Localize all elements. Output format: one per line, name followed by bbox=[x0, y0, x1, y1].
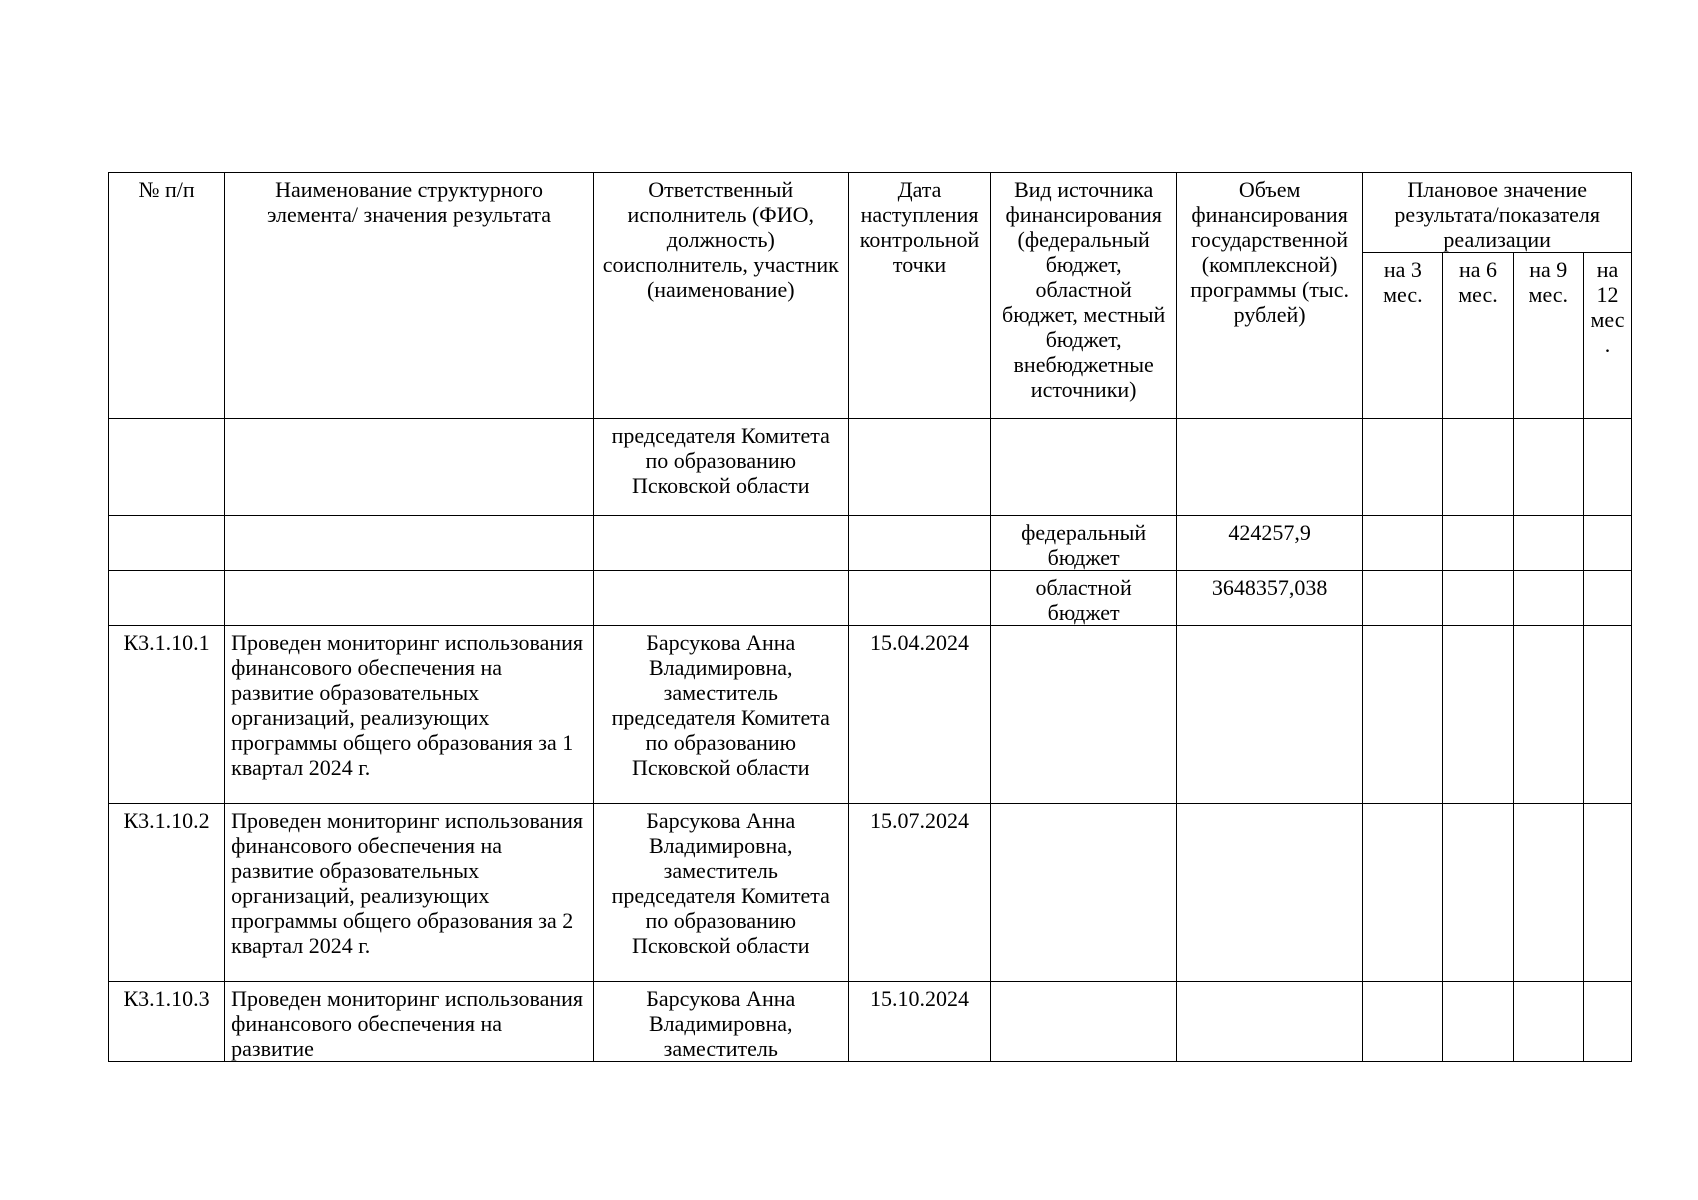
cell-funding-volume: 424257,9 bbox=[1176, 516, 1363, 571]
cell-empty bbox=[1363, 571, 1443, 626]
cell-empty bbox=[991, 982, 1176, 1062]
cell-empty bbox=[991, 804, 1176, 982]
cell-empty bbox=[848, 419, 991, 516]
cell-empty bbox=[1176, 982, 1363, 1062]
cell-empty bbox=[593, 571, 848, 626]
table-row bbox=[109, 804, 1632, 982]
cell-num: К3.1.10.2 bbox=[109, 804, 225, 982]
cell-responsible: Барсукова Анна Владимировна, заместитель председателя Комитета по образованию Псковской области bbox=[593, 626, 848, 804]
cell-empty bbox=[991, 419, 1176, 516]
cell-empty bbox=[1443, 571, 1513, 626]
cell-date: 15.04.2024 bbox=[848, 626, 991, 804]
cell-empty bbox=[1363, 804, 1443, 982]
cell-empty bbox=[225, 571, 594, 626]
table-header-row bbox=[109, 173, 1632, 253]
cell-empty bbox=[1443, 516, 1513, 571]
cell-empty bbox=[1443, 982, 1513, 1062]
cell-empty bbox=[1363, 419, 1443, 516]
cell-empty bbox=[109, 419, 225, 516]
header-p9: на 9 мес. bbox=[1513, 253, 1583, 419]
cell-num: К3.1.10.1 bbox=[109, 626, 225, 804]
cell-empty bbox=[1583, 626, 1631, 804]
header-p3: на 3 мес. bbox=[1363, 253, 1443, 419]
cell-empty bbox=[1363, 626, 1443, 804]
cell-empty bbox=[109, 516, 225, 571]
cell-date: 15.10.2024 bbox=[848, 982, 991, 1062]
cell-empty bbox=[848, 516, 991, 571]
cell-num: К3.1.10.3 bbox=[109, 982, 225, 1062]
table-row bbox=[109, 626, 1632, 804]
cell-empty bbox=[1583, 419, 1631, 516]
header-num: № п/п bbox=[109, 173, 225, 419]
cell-empty bbox=[593, 516, 848, 571]
table-row-continuation bbox=[109, 419, 1632, 516]
table-row-funding-federal bbox=[109, 516, 1632, 571]
cell-empty bbox=[1513, 626, 1583, 804]
cell-empty bbox=[1443, 626, 1513, 804]
header-source: Вид источника финансирования (федеральный бюджет, областной бюджет, местный бюджет, внебюджетные источники) bbox=[991, 173, 1176, 419]
cell-empty bbox=[1363, 982, 1443, 1062]
cell-empty bbox=[1583, 982, 1631, 1062]
header-responsible: Ответственный исполнитель (ФИО, должность) соисполнитель, участник (наименование) bbox=[593, 173, 848, 419]
table-row bbox=[109, 982, 1632, 1062]
cell-empty bbox=[1513, 419, 1583, 516]
cell-empty bbox=[1176, 804, 1363, 982]
cell-empty bbox=[848, 571, 991, 626]
table-row-funding-regional bbox=[109, 571, 1632, 626]
cell-name: Проведен мониторинг использования финансового обеспечения на развитие образовательных организаций, реализующих программы общего образования за 2 квартал 2024 г. bbox=[225, 804, 594, 982]
cell-responsible: Барсукова Анна Владимировна, заместитель bbox=[593, 982, 848, 1062]
cell-empty bbox=[1583, 571, 1631, 626]
implementation-plan-table bbox=[108, 172, 1632, 1062]
cell-empty bbox=[225, 419, 594, 516]
cell-empty bbox=[1443, 804, 1513, 982]
cell-empty bbox=[1513, 804, 1583, 982]
cell-empty bbox=[1176, 419, 1363, 516]
header-p12: на 12 мес. bbox=[1583, 253, 1631, 419]
header-p6: на 6 мес. bbox=[1443, 253, 1513, 419]
cell-empty bbox=[991, 626, 1176, 804]
cell-empty bbox=[109, 571, 225, 626]
header-volume: Объем финансирования государственной (комплексной) программы (тыс. рублей) bbox=[1176, 173, 1363, 419]
cell-funding-source: областной бюджет bbox=[991, 571, 1176, 626]
cell-empty bbox=[1583, 516, 1631, 571]
cell-empty bbox=[1363, 516, 1443, 571]
cell-empty bbox=[225, 516, 594, 571]
header-date: Дата наступления контрольной точки bbox=[848, 173, 991, 419]
cell-empty bbox=[1513, 516, 1583, 571]
cell-funding-volume: 3648357,038 bbox=[1176, 571, 1363, 626]
cell-empty bbox=[1443, 419, 1513, 516]
cell-name: Проведен мониторинг использования финансового обеспечения на развитие bbox=[225, 982, 594, 1062]
cell-date: 15.07.2024 bbox=[848, 804, 991, 982]
cell-name: Проведен мониторинг использования финансового обеспечения на развитие образовательных организаций, реализующих программы общего образования за 1 квартал 2024 г. bbox=[225, 626, 594, 804]
cell-responsible: Барсукова Анна Владимировна, заместитель председателя Комитета по образованию Псковской области bbox=[593, 804, 848, 982]
cell-empty bbox=[1583, 804, 1631, 982]
cell-responsible: председателя Комитета по образованию Псковской области bbox=[593, 419, 848, 516]
cell-empty bbox=[1176, 626, 1363, 804]
header-name: Наименование структурного элемента/ значения результата bbox=[225, 173, 594, 419]
cell-empty bbox=[1513, 982, 1583, 1062]
header-planned: Плановое значение результата/показателя реализации bbox=[1363, 173, 1632, 253]
cell-empty bbox=[1513, 571, 1583, 626]
cell-funding-source: федеральный бюджет bbox=[991, 516, 1176, 571]
